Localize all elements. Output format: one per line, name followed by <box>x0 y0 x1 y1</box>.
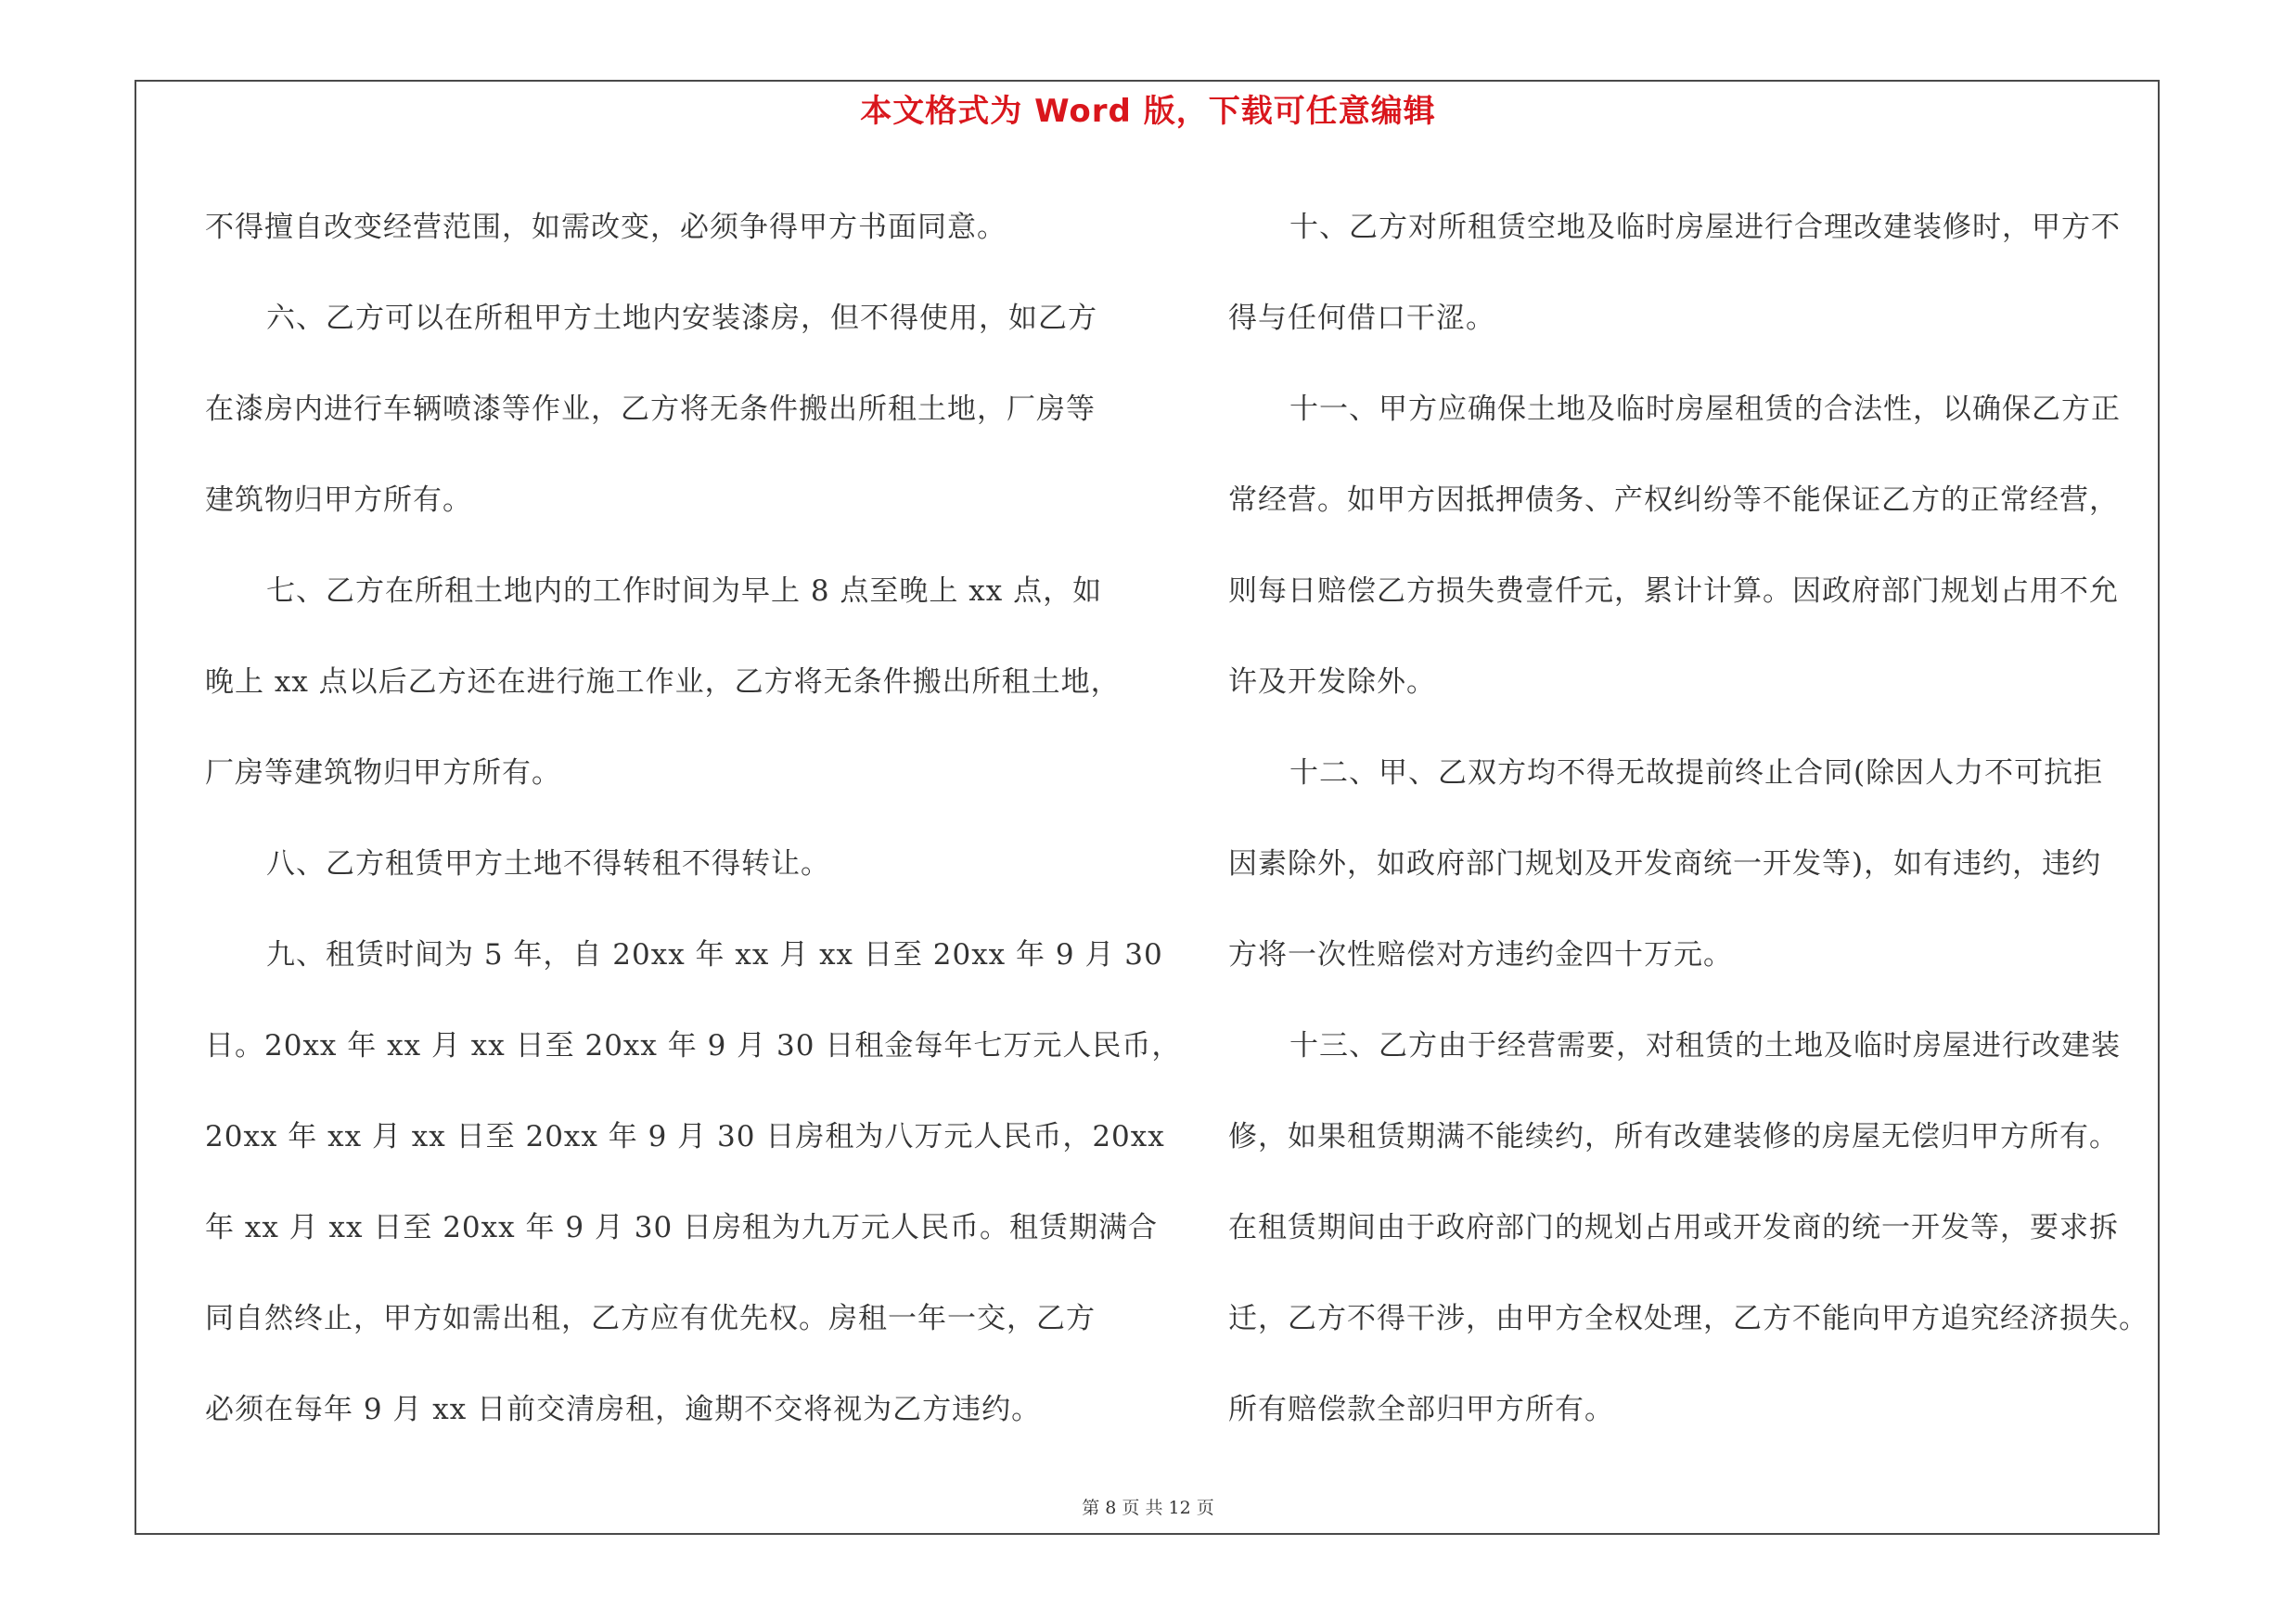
text-line: 迁，乙方不得干涉，由甲方全权处理，乙方不能向甲方追究经济损失。 <box>1228 1302 2148 1335</box>
paragraph <box>1228 182 2174 364</box>
text-line: 修，如果租赁期满不能续约，所有改建装修的房屋无偿归甲方所有。 <box>1228 1120 2119 1153</box>
text-line: 厂房等建筑物归甲方所有。 <box>205 756 561 790</box>
text-line: 十二、甲、乙双方均不得无故提前终止合同(除因人力不可抗拒 <box>1289 756 2104 790</box>
text-line: 九、租赁时间为 5 年，自 20xx 年 xx 月 xx 日至 20xx 年 9 月 30 <box>266 938 1163 972</box>
text-line: 日。20xx 年 xx 月 xx 日至 20xx 年 9 月 30 日租金每年七万元人民币， <box>205 1029 1182 1063</box>
paragraph <box>205 818 1151 909</box>
text-line: 所有赔偿款全部归甲方所有。 <box>1228 1393 1614 1426</box>
paragraph <box>1228 1000 2174 1455</box>
text-line: 在租赁期间由于政府部门的规划占用或开发商的统一开发等，要求拆 <box>1228 1211 2119 1244</box>
paragraph <box>1228 728 2174 1000</box>
paragraph <box>205 546 1151 818</box>
text-line: 不得擅自改变经营范围，如需改变，必须争得甲方书面同意。 <box>205 211 1007 244</box>
text-line: 年 xx 月 xx 日至 20xx 年 9 月 30 日房租为九万元人民币。租赁期满合 <box>205 1211 1159 1244</box>
text-line: 建筑物归甲方所有。 <box>205 483 472 517</box>
left-text-column <box>205 182 1182 1455</box>
text-line: 同自然终止，甲方如需出租，乙方应有优先权。房租一年一交，乙方 <box>205 1302 1096 1335</box>
text-line: 必须在每年 9 月 xx 日前交清房租，逾期不交将视为乙方违约。 <box>205 1393 1042 1426</box>
text-line: 七、乙方在所租土地内的工作时间为早上 8 点至晚上 xx 点，如 <box>266 574 1103 608</box>
text-line: 20xx 年 xx 月 xx 日至 20xx 年 9 月 30 日房租为八万元人民币，20xx <box>205 1120 1165 1153</box>
paragraph <box>1228 364 2174 728</box>
text-line: 常经营。如甲方因抵押债务、产权纠纷等不能保证乙方的正常经营， <box>1228 483 2119 517</box>
text-line: 六、乙方可以在所租甲方土地内安装漆房，但不得使用，如乙方 <box>266 302 1097 335</box>
paragraph <box>205 273 1151 546</box>
text-line: 因素除外，如政府部门规划及开发商统一开发等)，如有违约，违约 <box>1228 847 2102 881</box>
text-line: 方将一次性赔偿对方违约金四十万元。 <box>1228 938 1733 972</box>
text-line: 则每日赔偿乙方损失费壹仟元，累计计算。因政府部门规划占用不允 <box>1228 574 2119 608</box>
text-line: 许及开发除外。 <box>1228 665 1436 699</box>
text-line: 十三、乙方由于经营需要，对租赁的土地及临时房屋进行改建装 <box>1289 1029 2121 1063</box>
page-number-footer: 第 8 页 共 12 页 <box>1082 1498 1214 1518</box>
text-line: 晚上 xx 点以后乙方还在进行施工作业，乙方将无条件搬出所租土地， <box>205 665 1121 699</box>
text-line: 十一、甲方应确保土地及临时房屋租赁的合法性，以确保乙方正 <box>1289 393 2121 426</box>
paragraph <box>205 909 1182 1455</box>
word-format-banner: 本文格式为 Word 版，下载可任意编辑 <box>860 93 1436 130</box>
paragraph <box>205 182 1151 273</box>
text-line: 得与任何借口干涩。 <box>1228 302 1495 335</box>
right-text-column <box>1228 182 2174 1455</box>
text-line: 在漆房内进行车辆喷漆等作业，乙方将无条件搬出所租土地，厂房等 <box>205 393 1096 426</box>
text-line: 八、乙方租赁甲方土地不得转租不得转让。 <box>266 847 830 881</box>
text-line: 十、乙方对所租赁空地及临时房屋进行合理改建装修时，甲方不 <box>1289 211 2121 244</box>
